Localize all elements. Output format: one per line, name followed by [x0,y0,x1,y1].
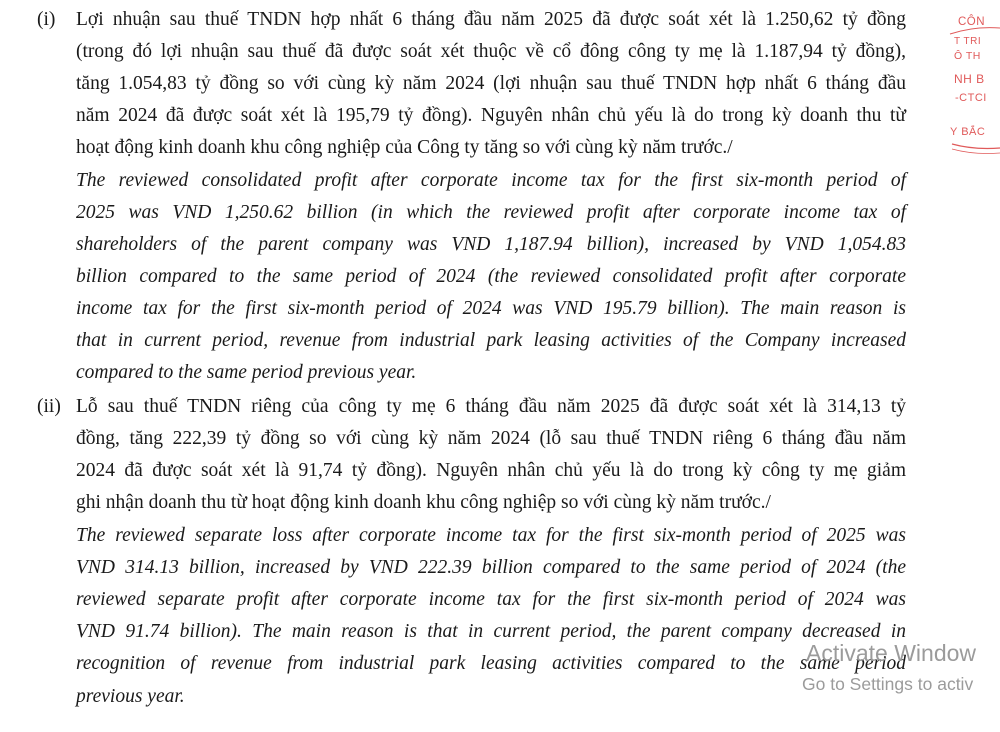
stamp-text-5: -CTCI [955,92,987,104]
item-i-en-line-3: shareholders of the parent company was VND 1,187.94 billion), increased by VND 1,054.83 [76,234,906,255]
item-ii-en-line-5: recognition of revenue from industrial park leasing activities compared to the same period [76,653,906,674]
activate-windows-subtitle[interactable]: Go to Settings to activ [802,674,974,694]
item-ii-vi-line-3: 2024 đã được soát xét là 91,74 tỷ đồng). Nguyên nhân chủ yếu là do trong kỳ công ty mẹ giảm [76,460,906,481]
item-i-en-line-4: billion compared to the same period of 2024 (the reviewed consolidated profit after corporate [76,266,906,287]
stamp-text-6: Y BẮC [950,126,986,138]
stamp-text-3: Ô TH [954,50,981,62]
item-i-en-line-5: income tax for the first six-month period of 2024 was VND 195.79 billion). The main reason is [76,298,906,319]
stamp-text-4: NH B [954,72,985,86]
item-i-vi-line-5: hoạt động kinh doanh khu công nghiệp của Công ty tăng so với cùng kỳ năm trước./ [76,137,733,158]
item-ii-vi-line-2: đồng, tăng 222,39 tỷ đồng so với cùng kỳ năm 2024 (lỗ sau thuế TNDN riêng 6 tháng đầu năm [76,428,906,449]
item-ii-en-line-3: reviewed separate profit after corporate income tax for the first six-month period of 2024 was [76,589,906,610]
activate-windows-title: Activate Window [806,640,977,666]
item-ii-en-line-4: VND 91.74 billion). The main reason is that in current period, the parent company decreased in [76,621,906,642]
item-ii-vi-line-1: Lỗ sau thuế TNDN riêng của công ty mẹ 6 tháng đầu năm 2025 đã được soát xét là 314,13 tỷ [76,396,906,417]
item-ii-en-line-2: VND 314.13 billion, increased by VND 222.39 billion compared to the same period of 2024 (the [76,557,906,578]
item-ii-en-line-1: The reviewed separate loss after corporate income tax for the first six-month period of 2025 was [76,525,906,546]
item-i-vi-line-3: tăng 1.054,83 tỷ đồng so với cùng kỳ năm 2024 (lợi nhuận sau thuế TNDN hợp nhất 6 tháng đầu [76,73,906,94]
item-i-vi-line-4: năm 2024 đã được soát xét là 195,79 tỷ đồng). Nguyên nhân chủ yếu là do trong kỳ doanh thu từ [76,105,906,126]
item-i-en-line-2: 2025 was VND 1,250.62 billion (in which the reviewed profit after corporate income tax of [76,202,906,223]
item-i-en-line-6: that in current period, revenue from industrial park leasing activities of the Company increased [76,330,906,351]
stamp-text-2: T TRI [954,36,982,47]
item-i-marker: (i) [37,9,56,30]
item-ii-en-line-6: previous year. [76,686,185,707]
company-stamp [944,8,1000,168]
stamp-text-1: CÔN [958,16,986,28]
item-i-en-line-1: The reviewed consolidated profit after corporate income tax for the first six-month period of [76,170,906,191]
item-i-en-line-7: compared to the same period previous year. [76,362,417,383]
stamp-ring-icon [944,8,1000,168]
item-ii-marker: (ii) [37,396,61,417]
item-i-vi-line-2: (trong đó lợi nhuận sau thuế đã được soát xét thuộc về cổ đông công ty mẹ là 1.187,94 tỷ đồng), [76,41,906,62]
item-i-vi-line-1: Lợi nhuận sau thuế TNDN hợp nhất 6 tháng đầu năm 2025 đã được soát xét là 1.250,62 tỷ đồng [76,9,906,30]
item-ii-vi-line-4: ghi nhận doanh thu từ hoạt động kinh doanh khu công nghiệp so với cùng kỳ năm trước./ [76,492,771,513]
